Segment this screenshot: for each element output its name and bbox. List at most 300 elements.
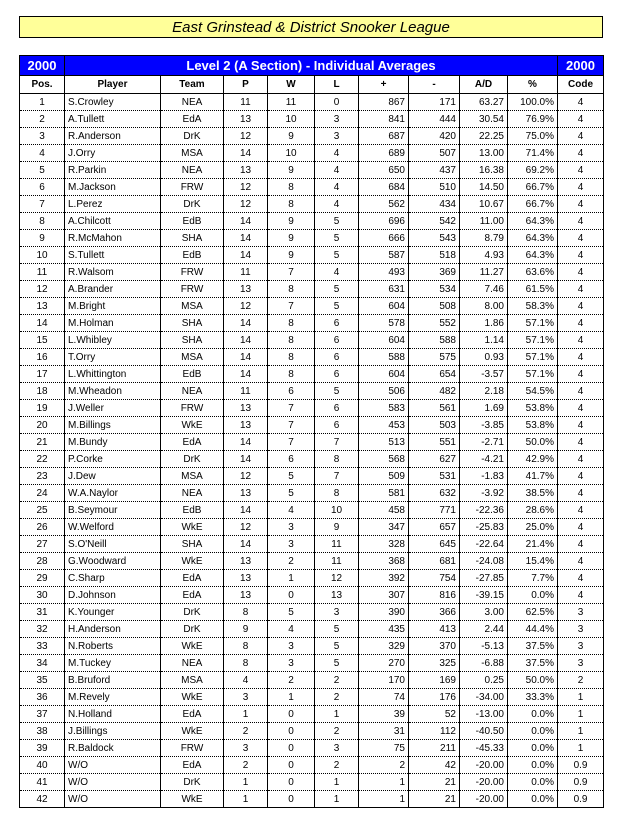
won-cell: 5 (268, 485, 315, 502)
pos-cell: 34 (20, 655, 65, 672)
player-cell: N.Roberts (65, 638, 161, 655)
code-cell: 1 (558, 689, 604, 706)
table-row (20, 111, 604, 128)
points-against-cell: 112 (409, 723, 460, 740)
points-for-cell: 390 (359, 604, 409, 621)
average-difference-cell: 13.00 (460, 145, 508, 162)
table-row (20, 247, 604, 264)
played-cell: 14 (224, 213, 268, 230)
table-row (20, 451, 604, 468)
percent-cell: 54.5% (508, 383, 558, 400)
player-cell: R.McMahon (65, 230, 161, 247)
lost-cell: 4 (315, 179, 359, 196)
pos-cell: 21 (20, 434, 65, 451)
percent-cell: 0.0% (508, 706, 558, 723)
header-pos: Pos. (20, 76, 65, 94)
code-cell: 4 (558, 315, 604, 332)
points-against-cell: 510 (409, 179, 460, 196)
won-cell: 0 (268, 757, 315, 774)
played-cell: 1 (224, 791, 268, 808)
average-difference-cell: 7.46 (460, 281, 508, 298)
average-difference-cell: 1.86 (460, 315, 508, 332)
points-for-cell: 270 (359, 655, 409, 672)
points-against-cell: 654 (409, 366, 460, 383)
lost-cell: 7 (315, 468, 359, 485)
lost-cell: 6 (315, 366, 359, 383)
points-against-cell: 542 (409, 213, 460, 230)
won-cell: 8 (268, 315, 315, 332)
average-difference-cell: -22.64 (460, 536, 508, 553)
points-for-cell: 493 (359, 264, 409, 281)
average-difference-cell: -2.71 (460, 434, 508, 451)
average-difference-cell: -3.92 (460, 485, 508, 502)
points-against-cell: 561 (409, 400, 460, 417)
table-row (20, 774, 604, 791)
points-for-cell: 650 (359, 162, 409, 179)
won-cell: 4 (268, 621, 315, 638)
team-cell: SHA (161, 536, 224, 553)
average-difference-cell: -34.00 (460, 689, 508, 706)
table-row (20, 485, 604, 502)
average-difference-cell: -20.00 (460, 774, 508, 791)
table-row (20, 128, 604, 145)
pos-cell: 4 (20, 145, 65, 162)
pos-cell: 30 (20, 587, 65, 604)
player-cell: W.A.Naylor (65, 485, 161, 502)
pos-cell: 12 (20, 281, 65, 298)
lost-cell: 4 (315, 162, 359, 179)
column-header-row (20, 76, 604, 94)
pos-cell: 33 (20, 638, 65, 655)
team-cell: DrK (161, 621, 224, 638)
points-against-cell: 588 (409, 332, 460, 349)
lost-cell: 6 (315, 332, 359, 349)
average-difference-cell: 2.44 (460, 621, 508, 638)
code-cell: 4 (558, 230, 604, 247)
table-row (20, 587, 604, 604)
table-row (20, 230, 604, 247)
points-for-cell: 604 (359, 332, 409, 349)
points-against-cell: 482 (409, 383, 460, 400)
table-row (20, 298, 604, 315)
pos-cell: 5 (20, 162, 65, 179)
code-cell: 1 (558, 723, 604, 740)
points-for-cell: 506 (359, 383, 409, 400)
code-cell: 4 (558, 434, 604, 451)
won-cell: 10 (268, 145, 315, 162)
percent-cell: 0.0% (508, 791, 558, 808)
lost-cell: 3 (315, 604, 359, 621)
player-cell: B.Seymour (65, 502, 161, 519)
table-row (20, 655, 604, 672)
table-row (20, 264, 604, 281)
lost-cell: 1 (315, 706, 359, 723)
player-cell: T.Orry (65, 349, 161, 366)
lost-cell: 8 (315, 451, 359, 468)
played-cell: 14 (224, 349, 268, 366)
table-row (20, 383, 604, 400)
average-difference-cell: -25.83 (460, 519, 508, 536)
lost-cell: 5 (315, 247, 359, 264)
points-against-cell: 21 (409, 774, 460, 791)
lost-cell: 6 (315, 315, 359, 332)
team-cell: EdB (161, 213, 224, 230)
player-cell: L.Whibley (65, 332, 161, 349)
percent-cell: 76.9% (508, 111, 558, 128)
player-cell: D.Johnson (65, 587, 161, 604)
lost-cell: 11 (315, 536, 359, 553)
points-against-cell: 171 (409, 94, 460, 111)
header-points-against: - (409, 76, 460, 94)
percent-cell: 37.5% (508, 638, 558, 655)
code-cell: 4 (558, 383, 604, 400)
code-cell: 4 (558, 485, 604, 502)
team-cell: WkE (161, 553, 224, 570)
player-cell: H.Anderson (65, 621, 161, 638)
played-cell: 11 (224, 94, 268, 111)
played-cell: 14 (224, 434, 268, 451)
player-cell: A.Tullett (65, 111, 161, 128)
code-cell: 4 (558, 417, 604, 434)
team-cell: NEA (161, 94, 224, 111)
code-cell: 4 (558, 298, 604, 315)
points-against-cell: 413 (409, 621, 460, 638)
won-cell: 3 (268, 655, 315, 672)
pos-cell: 23 (20, 468, 65, 485)
percent-cell: 61.5% (508, 281, 558, 298)
player-rows (20, 94, 604, 808)
points-for-cell: 588 (359, 349, 409, 366)
average-difference-cell: 14.50 (460, 179, 508, 196)
team-cell: SHA (161, 230, 224, 247)
code-cell: 0.9 (558, 757, 604, 774)
team-cell: EdA (161, 111, 224, 128)
code-cell: 4 (558, 111, 604, 128)
played-cell: 12 (224, 519, 268, 536)
table-row (20, 179, 604, 196)
percent-cell: 38.5% (508, 485, 558, 502)
played-cell: 14 (224, 366, 268, 383)
pos-cell: 10 (20, 247, 65, 264)
season-left: 2000 (20, 56, 65, 76)
average-difference-cell: -13.00 (460, 706, 508, 723)
player-cell: R.Baldock (65, 740, 161, 757)
won-cell: 9 (268, 213, 315, 230)
pos-cell: 32 (20, 621, 65, 638)
points-for-cell: 329 (359, 638, 409, 655)
played-cell: 1 (224, 774, 268, 791)
team-cell: EdA (161, 434, 224, 451)
average-difference-cell: 8.00 (460, 298, 508, 315)
points-against-cell: 543 (409, 230, 460, 247)
lost-cell: 9 (315, 519, 359, 536)
lost-cell: 7 (315, 434, 359, 451)
lost-cell: 12 (315, 570, 359, 587)
team-cell: SHA (161, 315, 224, 332)
played-cell: 13 (224, 162, 268, 179)
team-cell: NEA (161, 383, 224, 400)
table-row (20, 536, 604, 553)
won-cell: 8 (268, 196, 315, 213)
average-difference-cell: -3.85 (460, 417, 508, 434)
percent-cell: 57.1% (508, 315, 558, 332)
played-cell: 12 (224, 179, 268, 196)
player-cell: S.Tullett (65, 247, 161, 264)
percent-cell: 7.7% (508, 570, 558, 587)
player-cell: B.Bruford (65, 672, 161, 689)
table-row (20, 434, 604, 451)
points-against-cell: 645 (409, 536, 460, 553)
pos-cell: 28 (20, 553, 65, 570)
points-against-cell: 575 (409, 349, 460, 366)
player-cell: M.Bundy (65, 434, 161, 451)
lost-cell: 3 (315, 111, 359, 128)
percent-cell: 64.3% (508, 213, 558, 230)
points-against-cell: 531 (409, 468, 460, 485)
pos-cell: 35 (20, 672, 65, 689)
lost-cell: 4 (315, 196, 359, 213)
lost-cell: 13 (315, 587, 359, 604)
points-for-cell: 74 (359, 689, 409, 706)
played-cell: 3 (224, 740, 268, 757)
table-row (20, 757, 604, 774)
season-right: 2000 (558, 56, 604, 76)
percent-cell: 25.0% (508, 519, 558, 536)
table-row (20, 145, 604, 162)
won-cell: 1 (268, 570, 315, 587)
table-row (20, 672, 604, 689)
player-cell: L.Whittington (65, 366, 161, 383)
team-cell: DrK (161, 604, 224, 621)
pos-cell: 18 (20, 383, 65, 400)
code-cell: 1 (558, 740, 604, 757)
won-cell: 0 (268, 706, 315, 723)
played-cell: 12 (224, 128, 268, 145)
played-cell: 13 (224, 400, 268, 417)
percent-cell: 66.7% (508, 196, 558, 213)
won-cell: 0 (268, 791, 315, 808)
team-cell: MSA (161, 298, 224, 315)
won-cell: 2 (268, 672, 315, 689)
pos-cell: 16 (20, 349, 65, 366)
won-cell: 0 (268, 587, 315, 604)
points-against-cell: 627 (409, 451, 460, 468)
code-cell: 4 (558, 264, 604, 281)
percent-cell: 15.4% (508, 553, 558, 570)
played-cell: 13 (224, 417, 268, 434)
percent-cell: 21.4% (508, 536, 558, 553)
played-cell: 14 (224, 502, 268, 519)
points-for-cell: 39 (359, 706, 409, 723)
pos-cell: 15 (20, 332, 65, 349)
header-code: Code (558, 76, 604, 94)
won-cell: 7 (268, 400, 315, 417)
code-cell: 4 (558, 128, 604, 145)
points-for-cell: 2 (359, 757, 409, 774)
average-difference-cell: 3.00 (460, 604, 508, 621)
average-difference-cell: -39.15 (460, 587, 508, 604)
average-difference-cell: 1.69 (460, 400, 508, 417)
pos-cell: 14 (20, 315, 65, 332)
percent-cell: 62.5% (508, 604, 558, 621)
pos-cell: 29 (20, 570, 65, 587)
lost-cell: 3 (315, 740, 359, 757)
played-cell: 14 (224, 536, 268, 553)
won-cell: 5 (268, 468, 315, 485)
points-against-cell: 518 (409, 247, 460, 264)
table-row (20, 417, 604, 434)
player-cell: M.Tuckey (65, 655, 161, 672)
won-cell: 8 (268, 366, 315, 383)
table-row (20, 400, 604, 417)
points-against-cell: 437 (409, 162, 460, 179)
won-cell: 9 (268, 128, 315, 145)
average-difference-cell: 0.93 (460, 349, 508, 366)
played-cell: 14 (224, 145, 268, 162)
header-lost: L (315, 76, 359, 94)
lost-cell: 5 (315, 655, 359, 672)
pos-cell: 41 (20, 774, 65, 791)
player-cell: M.Jackson (65, 179, 161, 196)
percent-cell: 66.7% (508, 179, 558, 196)
lost-cell: 6 (315, 400, 359, 417)
average-difference-cell: 1.14 (460, 332, 508, 349)
points-for-cell: 604 (359, 298, 409, 315)
table-row (20, 468, 604, 485)
lost-cell: 5 (315, 230, 359, 247)
points-for-cell: 31 (359, 723, 409, 740)
average-difference-cell: 4.93 (460, 247, 508, 264)
points-against-cell: 42 (409, 757, 460, 774)
played-cell: 12 (224, 468, 268, 485)
table-row (20, 604, 604, 621)
won-cell: 3 (268, 519, 315, 536)
points-for-cell: 578 (359, 315, 409, 332)
points-for-cell: 368 (359, 553, 409, 570)
team-cell: DrK (161, 451, 224, 468)
player-cell: R.Walsom (65, 264, 161, 281)
team-cell: NEA (161, 655, 224, 672)
points-against-cell: 21 (409, 791, 460, 808)
points-against-cell: 176 (409, 689, 460, 706)
team-cell: NEA (161, 162, 224, 179)
average-difference-cell: 63.27 (460, 94, 508, 111)
lost-cell: 1 (315, 791, 359, 808)
table-row (20, 791, 604, 808)
played-cell: 12 (224, 196, 268, 213)
played-cell: 2 (224, 757, 268, 774)
pos-cell: 20 (20, 417, 65, 434)
lost-cell: 1 (315, 774, 359, 791)
played-cell: 8 (224, 638, 268, 655)
pos-cell: 6 (20, 179, 65, 196)
percent-cell: 69.2% (508, 162, 558, 179)
points-against-cell: 552 (409, 315, 460, 332)
code-cell: 4 (558, 400, 604, 417)
header-played: P (224, 76, 268, 94)
won-cell: 6 (268, 451, 315, 468)
player-cell: M.Revely (65, 689, 161, 706)
average-difference-cell: -6.88 (460, 655, 508, 672)
player-cell: C.Sharp (65, 570, 161, 587)
player-cell: J.Weller (65, 400, 161, 417)
played-cell: 13 (224, 553, 268, 570)
points-for-cell: 689 (359, 145, 409, 162)
team-cell: FRW (161, 400, 224, 417)
average-difference-cell: 8.79 (460, 230, 508, 247)
player-cell: W.Welford (65, 519, 161, 536)
table-row (20, 162, 604, 179)
team-cell: WkE (161, 723, 224, 740)
average-difference-cell: 16.38 (460, 162, 508, 179)
table-row (20, 213, 604, 230)
pos-cell: 39 (20, 740, 65, 757)
played-cell: 13 (224, 587, 268, 604)
average-difference-cell: -20.00 (460, 791, 508, 808)
code-cell: 3 (558, 604, 604, 621)
percent-cell: 0.0% (508, 757, 558, 774)
player-cell: M.Bright (65, 298, 161, 315)
won-cell: 7 (268, 434, 315, 451)
pos-cell: 26 (20, 519, 65, 536)
team-cell: MSA (161, 349, 224, 366)
played-cell: 14 (224, 230, 268, 247)
percent-cell: 63.6% (508, 264, 558, 281)
played-cell: 8 (224, 604, 268, 621)
pos-cell: 13 (20, 298, 65, 315)
average-difference-cell: 11.00 (460, 213, 508, 230)
code-cell: 4 (558, 94, 604, 111)
code-cell: 4 (558, 179, 604, 196)
pos-cell: 3 (20, 128, 65, 145)
percent-cell: 33.3% (508, 689, 558, 706)
points-against-cell: 503 (409, 417, 460, 434)
points-for-cell: 562 (359, 196, 409, 213)
played-cell: 4 (224, 672, 268, 689)
points-for-cell: 604 (359, 366, 409, 383)
points-against-cell: 325 (409, 655, 460, 672)
won-cell: 1 (268, 689, 315, 706)
won-cell: 8 (268, 332, 315, 349)
table-row (20, 366, 604, 383)
player-cell: A.Chilcott (65, 213, 161, 230)
lost-cell: 5 (315, 281, 359, 298)
table-row (20, 94, 604, 111)
average-difference-cell: -45.33 (460, 740, 508, 757)
percent-cell: 64.3% (508, 230, 558, 247)
points-for-cell: 513 (359, 434, 409, 451)
points-for-cell: 75 (359, 740, 409, 757)
won-cell: 7 (268, 264, 315, 281)
league-title: East Grinstead & District Snooker League (19, 16, 603, 38)
percent-cell: 0.0% (508, 740, 558, 757)
average-difference-cell: -22.36 (460, 502, 508, 519)
played-cell: 11 (224, 264, 268, 281)
played-cell: 13 (224, 281, 268, 298)
lost-cell: 10 (315, 502, 359, 519)
points-against-cell: 420 (409, 128, 460, 145)
percent-cell: 64.3% (508, 247, 558, 264)
player-cell: J.Billings (65, 723, 161, 740)
player-cell: J.Orry (65, 145, 161, 162)
header-team: Team (161, 76, 224, 94)
average-difference-cell: 11.27 (460, 264, 508, 281)
team-cell: EdB (161, 247, 224, 264)
code-cell: 4 (558, 196, 604, 213)
pos-cell: 36 (20, 689, 65, 706)
points-for-cell: 347 (359, 519, 409, 536)
table-row (20, 553, 604, 570)
